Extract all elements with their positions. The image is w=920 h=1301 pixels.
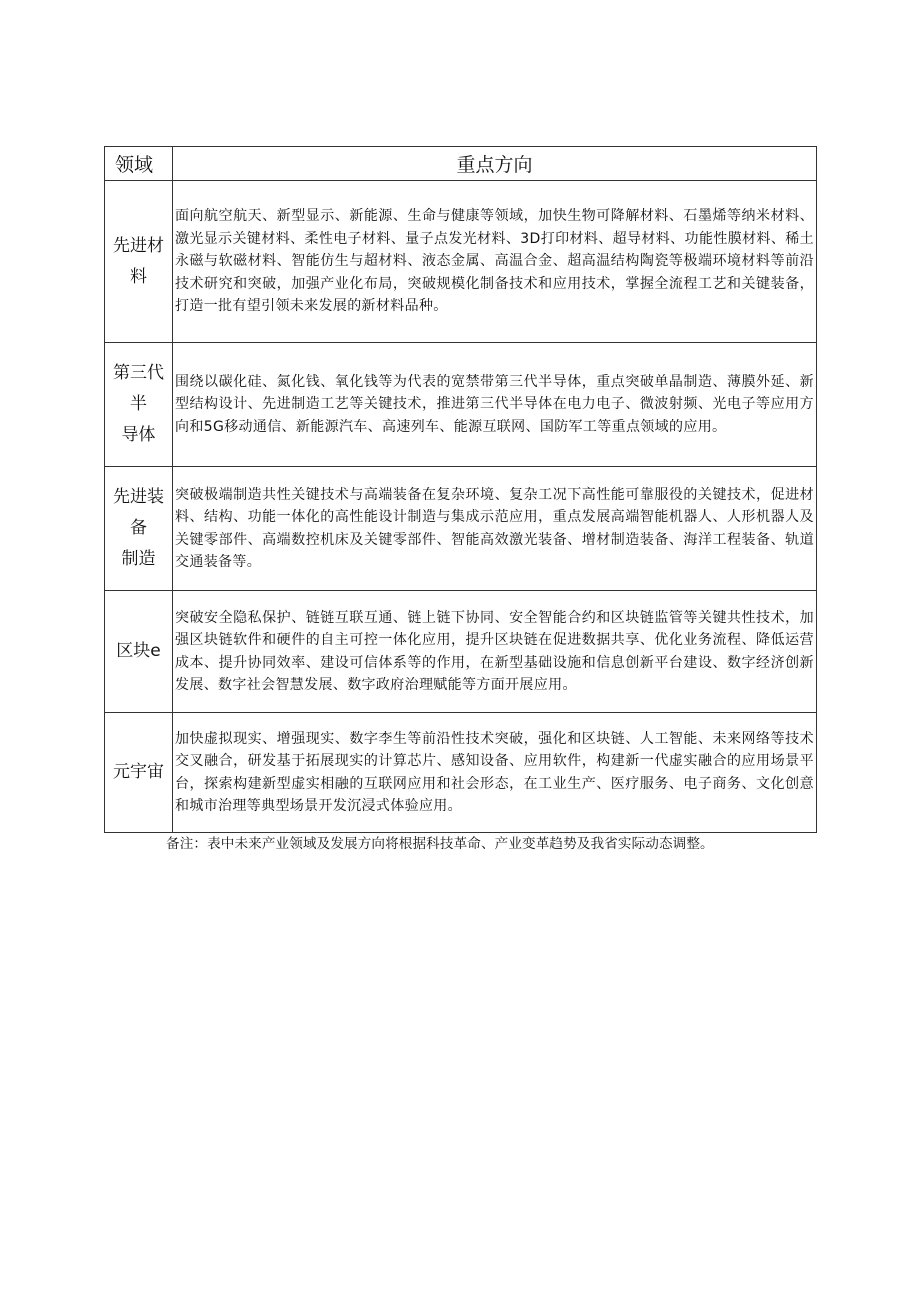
field-name-line: 先进装 xyxy=(113,487,164,507)
field-name-line: 备 xyxy=(130,518,147,538)
table-row xyxy=(105,591,817,713)
direction-description-cell: 加快虚拟现实、增强现实、数字李生等前沿性技术突破，强化和区块链、人工智能、未来网络等技术交叉融合，研发基于拓展现实的计算芯片、感知设备、应用软件，构建新一代虚实融合的应用场景平台，探索构建新型虚实相融的互联网应用和社会形态，在工业生产、医疗服务、电子商务、文化创意和城市治理等典型场景开发沉浸式体验应用。 xyxy=(173,713,817,833)
field-name-line: 料 xyxy=(130,266,147,287)
field-name-cell xyxy=(105,343,173,467)
field-name-cell xyxy=(105,591,173,713)
direction-description-cell: 围绕以碳化硅、氮化钱、氧化钱等为代表的宽禁带第三代半导体，重点突破单晶制造、薄膜外延、新型结构设计、先进制造工艺等关键技术，推进第三代半导体在电力电子、微波射频、光电子等应用方向和5G移动通信、新能源汽车、高速列车、能源互联网、国防军工等重点领域的应用。 xyxy=(173,343,817,467)
future-industry-table xyxy=(104,146,817,833)
header-direction: 重点方向 xyxy=(173,147,817,181)
table-header-row xyxy=(105,147,817,181)
field-name-line: 导体 xyxy=(121,425,156,445)
table-body xyxy=(105,181,817,833)
direction-description-cell: 突破安全隐私保护、链链互联互通、链上链下协同、安全智能合约和区块链监管等关键共性技术，加强区块链软件和硬件的自主可控一体化应用，提升区块链在促进数据共享、优化业务流程、降低运营成本、提升协同效率、建设可信体系等的作用，在新型基础设施和信息创新平台建设、数字经济创新发展、数字社会智慧发展、数字政府治理赋能等方面开展应用。 xyxy=(173,591,817,713)
direction-description-cell: 突破极端制造共性关键技术与高端装备在复杂环境、复杂工况下高性能可靠服役的关键技术，促进材料、结构、功能一体化的高性能设计制造与集成示范应用，重点发展高端智能机器人、人形机器人及关键零部件、高端数控机床及关键零部件、智能高效激光装备、增材制造装备、海洋工程装备、轨道交通装备等。 xyxy=(173,467,817,591)
table-note: 备注：表中未来产业领域及发展方向将根据科技革命、产业变革趋势及我省实际动态调整。 xyxy=(166,836,714,852)
field-name-cell xyxy=(105,181,173,343)
field-name-line: 区块e xyxy=(116,641,161,661)
table-row xyxy=(105,713,817,833)
future-industry-table-container xyxy=(104,146,816,833)
field-name-line: 半 xyxy=(130,394,147,414)
field-name-cell xyxy=(105,467,173,591)
field-name-line: 制造 xyxy=(121,549,156,569)
field-name-line: 元宇宙 xyxy=(113,762,164,782)
table-row xyxy=(105,343,817,467)
direction-description-cell: 面向航空航天、新型显示、新能源、生命与健康等领域，加快生物可降解材料、石墨烯等纳米材料、激光显示关键材料、柔性电子材料、量子点发光材料、3D打印材料、超导材料、功能性膜材料、稀土永磁与软磁材料、智能仿生与超材料、液态金属、高温合金、超高温结构陶瓷等极端环境材料等前沿技术研究和突破，加强产业化布局，突破规模化制备技术和应用技术，掌握全流程工艺和关键装备，打造一批有望引领未来发展的新材料品种。 xyxy=(173,181,817,343)
table-row xyxy=(105,181,817,343)
field-name-cell xyxy=(105,713,173,833)
table-row xyxy=(105,467,817,591)
field-name-line: 先进材 xyxy=(113,235,164,256)
header-field: 领域 xyxy=(105,147,173,181)
field-name-line: 第三代 xyxy=(113,363,164,383)
